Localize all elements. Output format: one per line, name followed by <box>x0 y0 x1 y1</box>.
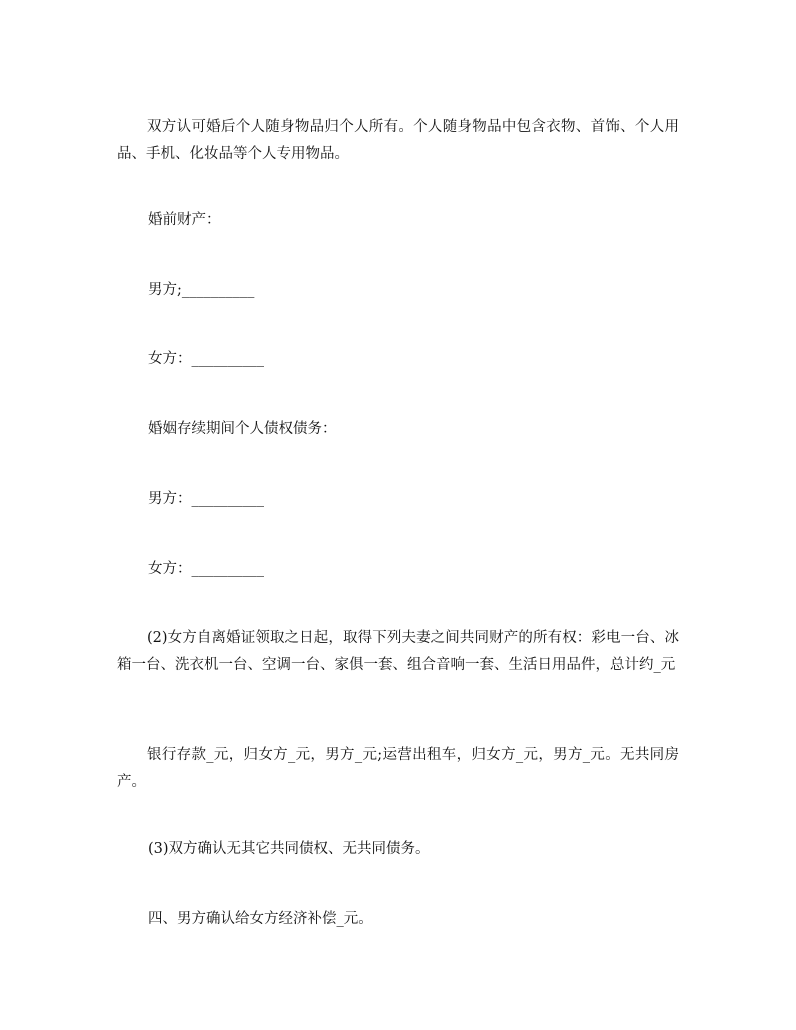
paragraph-personal-items: 双方认可婚后个人随身物品归个人所有。个人随身物品中包含衣物、首饰、个人用品、手机、化妆品等个人专用物品。 <box>117 119 679 162</box>
heading-premarital-property: 婚前财产： <box>148 212 221 228</box>
premarital-male-line: 男方;__________ <box>148 282 255 298</box>
paragraph-item-3: (3)双方确认无其它共同债权、无共同债务。 <box>148 841 430 857</box>
premarital-female-line: 女方：__________ <box>148 351 264 367</box>
heading-personal-debts: 婚姻存续期间个人债权债务： <box>148 421 337 437</box>
debts-male-line: 男方：__________ <box>148 491 264 507</box>
paragraph-item-4: 四、男方确认给女方经济补偿_元。 <box>148 911 373 927</box>
paragraph-item-2: (2)女方自离婚证领取之日起，取得下列夫妻之间共同财产的所有权：彩电一台、冰箱一台、洗衣机一台、空调一台、家俱一套、组合音响一套、生活日用品件，总计约_元 <box>117 630 679 673</box>
debts-female-line: 女方：__________ <box>148 561 264 577</box>
paragraph-bank-deposit: 银行存款_元，归女方_元，男方_元;运营出租车，归女方_元，男方_元。无共同房产。 <box>117 747 679 790</box>
